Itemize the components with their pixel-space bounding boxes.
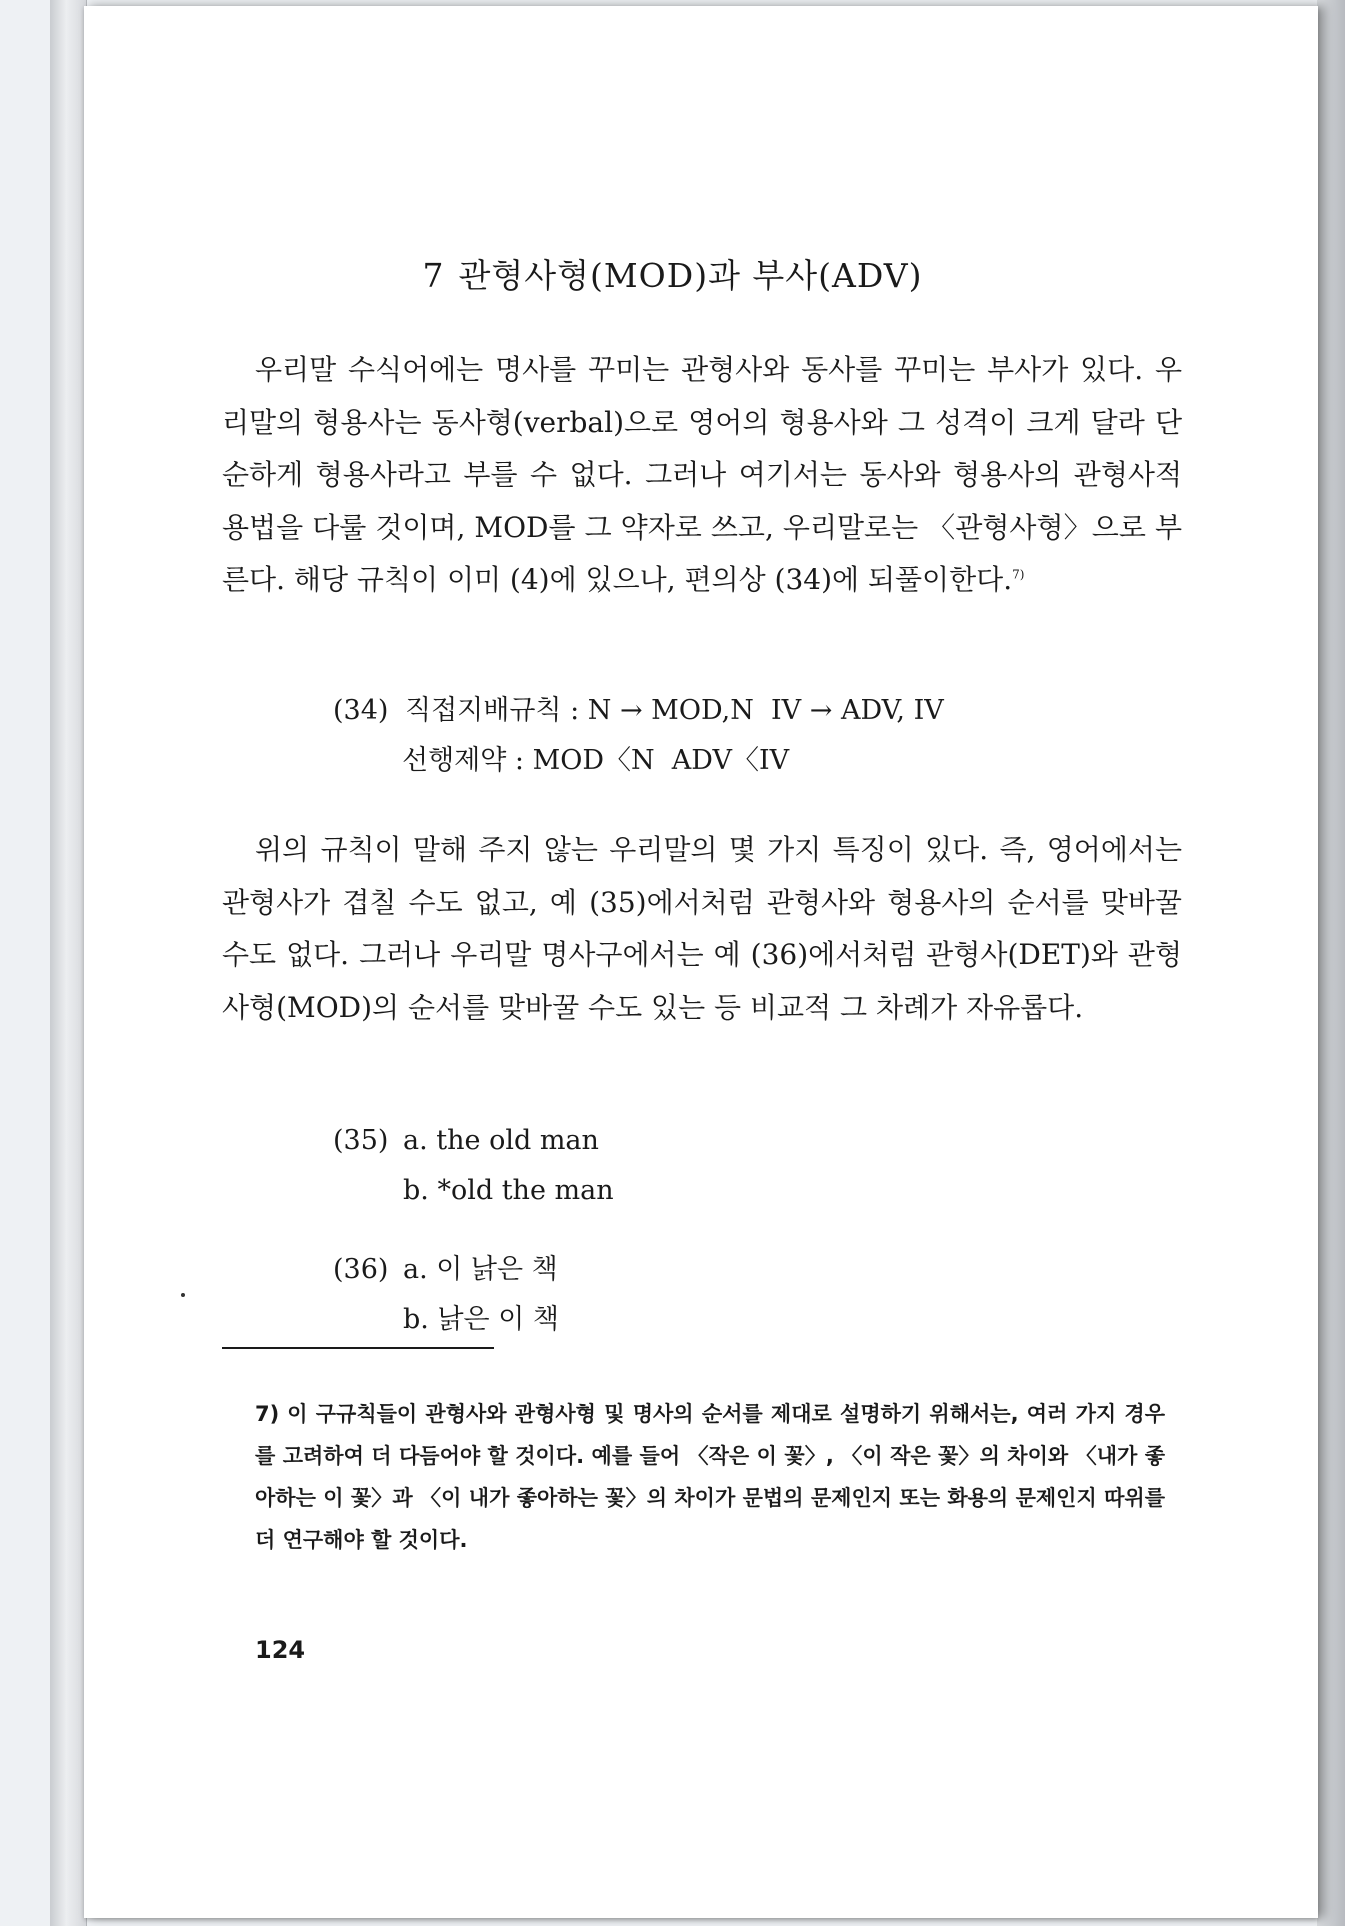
stray-dot [181,1293,185,1297]
section-number: 7 [422,256,445,295]
example-35-label: (35) [333,1125,389,1156]
example-34-label: (34) [333,695,389,726]
example-35-b: b. *old the man [403,1175,614,1206]
paragraph-2-text: 위의 규칙이 말해 주지 않는 우리말의 몇 가지 특징이 있다. 즉, 영어에서는 관형사가 겹칠 수도 없고, 예 (35)에서처럼 관형사와 형용사의 순서를 맞바꿀 수도 없다. 그러나 우리말 명사구에서는 예 (36)에서처럼 관형사(DET)와 관형사형(MOD)의 순서를 맞바꿀 수도 있는 등 비교적 그 차례가 자유롭다. [222,833,1182,1024]
example-36-b: b. 낡은 이 책 [403,1304,559,1335]
example-36-a: a. 이 낡은 책 [403,1254,558,1285]
footnote-text: 이 구규칙들이 관형사와 관형사형 및 명사의 순서를 제대로 설명하기 위해서는, 여러 가지 경우를 고려하여 더 다듬어야 할 것이다. 예를 들어 〈작은 이 꽃〉, 〈이 작은 꽃〉의 차이와 〈내가 좋아하는 이 꽃〉과 〈이 내가 좋아하는 꽃〉의 차이가 문법의 문제인지 또는 화용의 문제인지 따위를 더 연구해야 할 것이다. [255,1402,1165,1552]
example-36-label: (36) [333,1254,389,1285]
example-35-a: a. the old man [403,1125,599,1156]
section-title [0,250,1345,297]
example-34-rule-line: 직접지배규칙 : N → MOD,N IV → ADV, IV [405,695,944,726]
footnote [255,1393,1165,1561]
section-title-text: 관형사형(MOD)과 부사(ADV) [458,256,923,295]
page-number: 124 [255,1636,306,1664]
footnote-divider [222,1347,494,1349]
paragraph-2 [222,824,1182,1034]
example-34-constraint-line: 선행제약 : MOD〈N ADV〈IV [402,745,790,776]
paragraph-1-text: 우리말 수식어에는 명사를 꾸미는 관형사와 동사를 꾸미는 부사가 있다. 우리말의 형용사는 동사형(verbal)으로 영어의 형용사와 그 성격이 크게 달라 단순하게 형용사라고 부를 수 없다. 그러나 여기서는 동사와 형용사의 관형사적 용법을 다룰 것이며, MOD를 그 약자로 쓰고, 우리말로는 〈관형사형〉으로 부른다. 해당 규칙이 이미 (4)에 있으나, 편의상 (34)에 되풀이한다. [222,353,1182,596]
footnote-reference: 7) [1012,567,1025,582]
footnote-number: 7) [255,1402,280,1426]
paragraph-1 [222,344,1182,607]
